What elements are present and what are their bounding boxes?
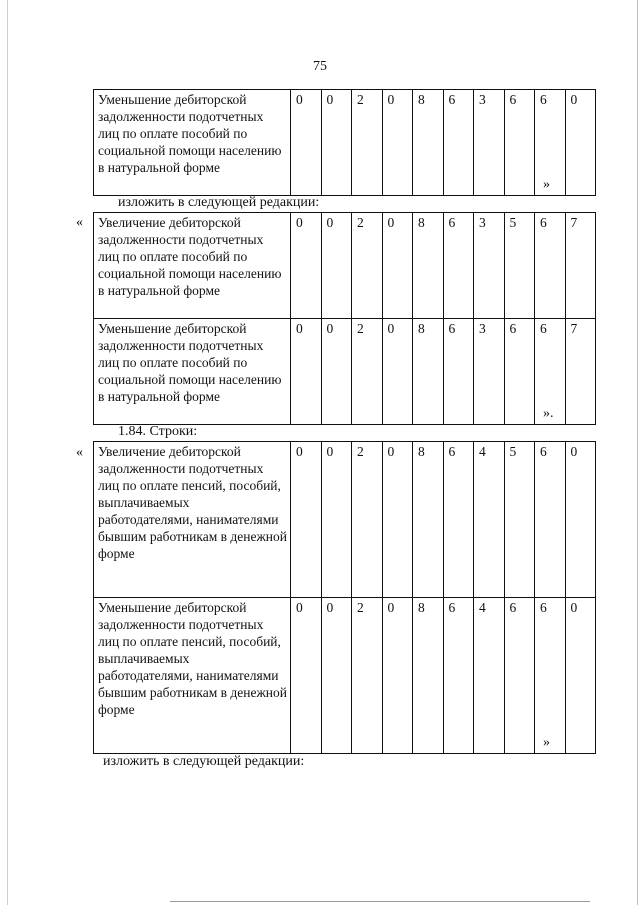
code-digit: 0 [565,442,596,598]
code-digit: 2 [352,90,383,196]
code-digit: 6 [504,90,535,196]
code-digit: 0 [382,319,413,425]
table-row [94,442,596,598]
row-description: Уменьшение дебиторской задолженности подотчетных лиц по оплате пособий по социальной помощи населению в натуральной форме [94,319,291,425]
code-digit: 4 [474,442,505,598]
code-digit: 0 [321,90,352,196]
code-digit: 4 [474,598,505,754]
code-digit: 7 [565,319,596,425]
code-digit: 0 [321,598,352,754]
table-2-block [93,212,596,425]
code-digit: 0 [382,213,413,319]
code-digit: 0 [321,442,352,598]
row-description: Увеличение дебиторской задолженности подотчетных лиц по оплате пенсий, пособий, выплачиваемых работодателями, нанимателями бывшим работникам в денежной форме [94,442,291,598]
table-row [94,319,596,425]
code-digit: 5 [504,213,535,319]
code-digit: 0 [321,319,352,425]
code-digit: 0 [382,90,413,196]
code-digit: 3 [474,90,505,196]
code-digit: 3 [474,213,505,319]
code-digit: 0 [291,598,322,754]
code-digit: 0 [291,319,322,425]
code-digit: 8 [413,90,444,196]
instruction-1: изложить в следующей редакции: [118,195,320,210]
code-digit: 6 [535,213,566,319]
code-digit: 0 [565,598,596,754]
opening-quote-2: « [76,215,83,230]
instruction-2: изложить в следующей редакции: [103,754,305,769]
code-digit: 0 [291,442,322,598]
code-digit: 5 [504,442,535,598]
code-digit: 6 [443,598,474,754]
code-digit: 6 [535,319,566,425]
code-digit: 0 [382,442,413,598]
code-digit: 6 [443,442,474,598]
code-digit: 0 [291,213,322,319]
code-digit: 6 [443,319,474,425]
row-description: Уменьшение дебиторской задолженности подотчетных лиц по оплате пенсий, пособий, выплачиваемых работодателями, нанимателями бывшим работникам в денежной форме [94,598,291,754]
page-edge-left [7,0,8,905]
table-row [94,598,596,754]
code-digit: 2 [352,442,383,598]
code-digit: 6 [535,442,566,598]
table-row [94,90,596,196]
code-table-1 [93,89,596,196]
closing-quote-3: » [543,735,550,750]
code-digit: 0 [321,213,352,319]
section-heading: 1.84. Строки: [118,424,198,439]
code-digit: 7 [565,213,596,319]
code-digit: 6 [535,598,566,754]
code-digit: 8 [413,319,444,425]
table-row [94,213,596,319]
code-digit: 3 [474,319,505,425]
code-digit: 6 [443,90,474,196]
code-digit: 2 [352,319,383,425]
table-3-block [93,441,596,754]
code-digit: 6 [504,319,535,425]
code-digit: 6 [443,213,474,319]
closing-quote-2: ». [543,406,554,421]
page-number: 75 [313,59,327,74]
row-description: Уменьшение дебиторской задолженности подотчетных лиц по оплате пособий по социальной помощи населению в натуральной форме [94,90,291,196]
code-digit: 0 [565,90,596,196]
code-digit: 8 [413,213,444,319]
code-digit: 8 [413,442,444,598]
row-description: Увеличение дебиторской задолженности подотчетных лиц по оплате пособий по социальной помощи населению в натуральной форме [94,213,291,319]
opening-quote-3: « [76,445,83,460]
code-digit: 0 [382,598,413,754]
code-digit: 0 [291,90,322,196]
code-digit: 6 [504,598,535,754]
code-table-2 [93,212,596,425]
code-digit: 2 [352,598,383,754]
code-digit: 6 [535,90,566,196]
page-edge-right [637,0,638,905]
table-1-block [93,89,596,196]
code-digit: 8 [413,598,444,754]
code-table-3 [93,441,596,754]
code-digit: 2 [352,213,383,319]
page-edge-bottom [170,901,590,902]
closing-quote-1: » [543,177,550,192]
